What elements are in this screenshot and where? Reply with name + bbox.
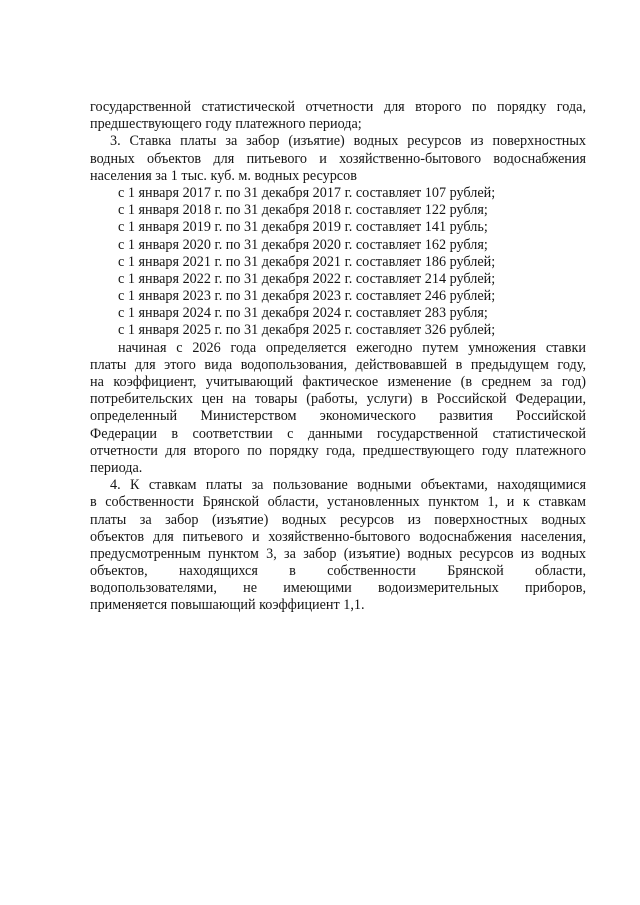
text-line: предшествующего году платежного периода; (90, 116, 362, 133)
text-line: населения за 1 тыс. куб. м. водных ресурсов (90, 167, 357, 184)
text-line: платы за забор (изъятие) водных ресурсов из поверхностных водных (90, 511, 586, 528)
text-line: водных объектов для питьевого и хозяйственно-бытового водоснабжения (90, 150, 586, 167)
paragraph-previous-continuation (90, 99, 586, 133)
paragraph-from-2026 (90, 340, 586, 478)
text-line: отчетности для второго по порядку года, предшествующего году платежного (90, 442, 586, 459)
rate-line: с 1 января 2024 г. по 31 декабря 2024 г. составляет 283 рубля; (118, 305, 488, 322)
text-line: определенный Министерством экономического развития Российской (90, 408, 586, 425)
paragraph-4 (90, 477, 586, 615)
text-line: государственной статистической отчетности для второго по порядку года, (90, 99, 586, 115)
text-line: в собственности Брянской области, установленных пунктом 1, и к ставкам (90, 494, 586, 511)
text-line: 3. Ставка платы за забор (изъятие) водных ресурсов из поверхностных (110, 133, 586, 150)
text-line: на коэффициент, учитывающий фактическое изменение (в среднем за год) (90, 374, 586, 390)
text-line: применяется повышающий коэффициент 1,1. (90, 597, 365, 614)
text-line: начиная с 2026 года определяется ежегодно путем умножения ставки (118, 339, 586, 356)
rate-line: с 1 января 2020 г. по 31 декабря 2020 г. составляет 162 рубля; (118, 236, 488, 253)
text-line: предусмотренным пунктом 3, за забор (изъятие) водных ресурсов из водных (90, 545, 586, 562)
rate-line: с 1 января 2025 г. по 31 декабря 2025 г. составляет 326 рублей; (118, 322, 496, 339)
text-line: объектов, находящихся в собственности Брянской области, (90, 563, 586, 580)
text-line: 4. К ставкам платы за пользование водными объектами, находящимися (110, 477, 586, 494)
text-line: водопользователями, не имеющими водоизмерительных приборов, (90, 580, 586, 597)
text-line: периода. (90, 459, 143, 476)
rate-line: с 1 января 2023 г. по 31 декабря 2023 г. составляет 246 рублей; (118, 288, 496, 305)
rate-line: с 1 января 2019 г. по 31 декабря 2019 г. составляет 141 рубль; (118, 219, 488, 236)
text-line: Федерации в соответствии с данными государственной статистической (90, 425, 586, 442)
rate-line: с 1 января 2021 г. по 31 декабря 2021 г. составляет 186 рублей; (118, 253, 496, 270)
rate-line: с 1 января 2022 г. по 31 декабря 2022 г. составляет 214 рублей; (118, 270, 496, 287)
rate-line: с 1 января 2017 г. по 31 декабря 2017 г. составляет 107 рублей; (118, 184, 496, 201)
rates-list (90, 185, 586, 340)
paragraph-3 (90, 133, 586, 185)
document-body (90, 99, 586, 615)
text-line: платы для этого вида водопользования, действовавшей в предыдущем году, (90, 356, 586, 373)
text-line: объектов для питьевого и хозяйственно-бытового водоснабжения населения, (90, 528, 586, 545)
rate-line: с 1 января 2018 г. по 31 декабря 2018 г. составляет 122 рубля; (118, 202, 488, 219)
text-line: потребительских цен на товары (работы, услуги) в Российской Федерации, (90, 391, 586, 408)
